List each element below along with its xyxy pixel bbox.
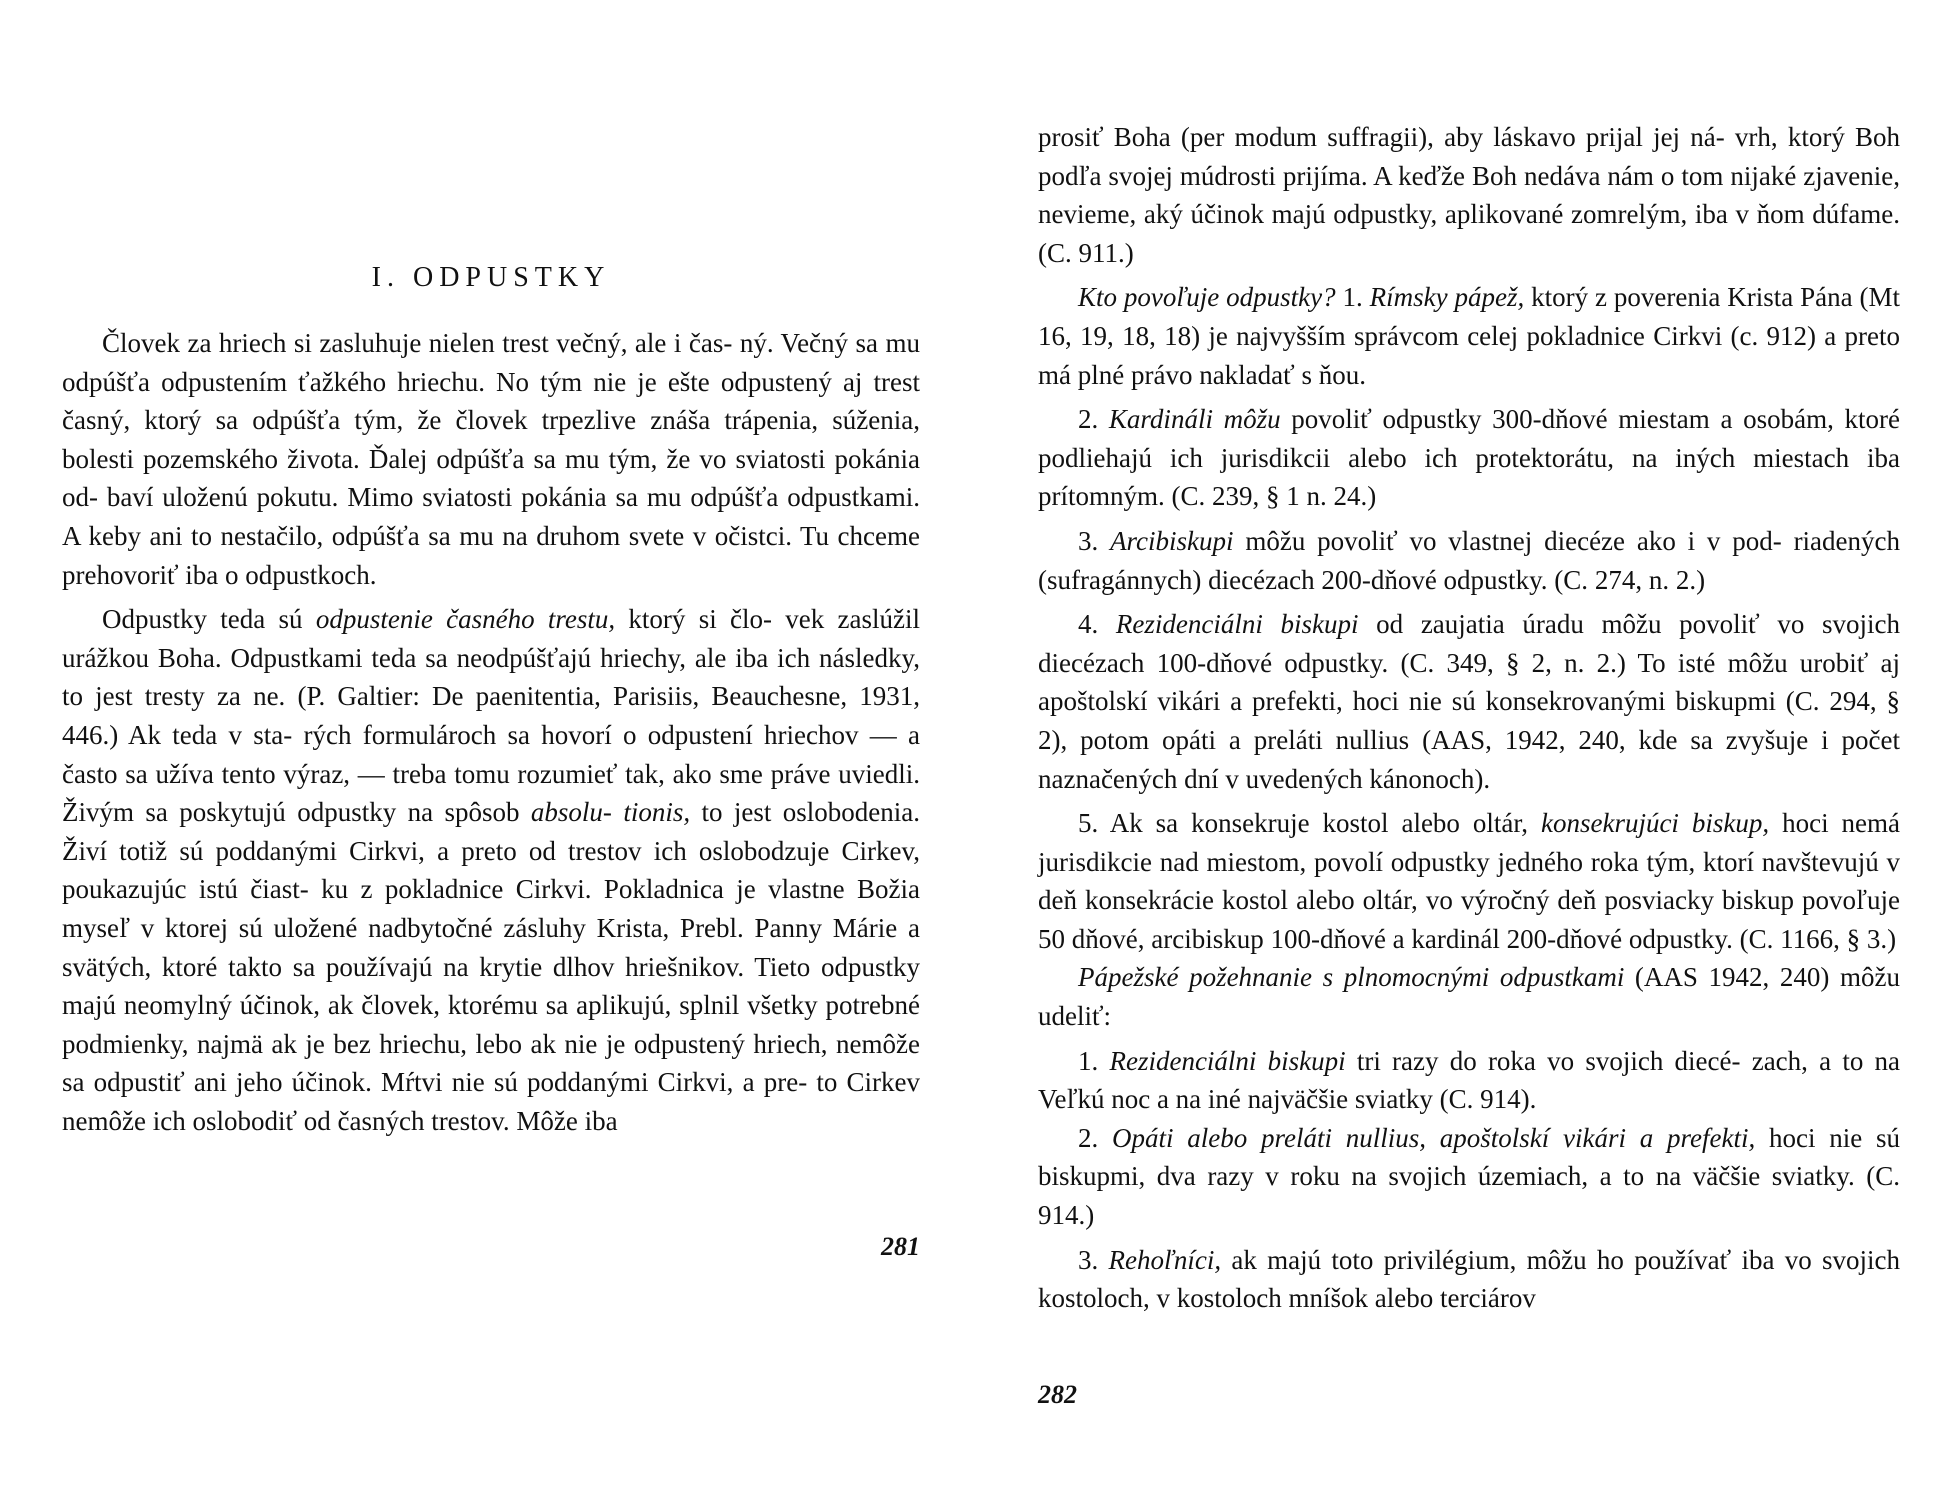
text-line: konsekrovanými biskupmi (C. 294, § 2), potom opáti a preláti [1038, 686, 1901, 755]
emphasis-text: Rímsky pápež, [1369, 282, 1525, 313]
text-line: rých formulároch sa hovorí o odpustení hriechov — a často [62, 719, 920, 789]
text-line: sa užíva tento výraz, — treba tomu rozumieť tak, ako sme [125, 758, 763, 789]
text-line: arcibiskup 100-dňové a kardinál 200-dňové odpustky. (C. 1166, [1151, 923, 1840, 954]
emphasis-text: Kardináli môžu [1108, 404, 1281, 435]
text-line: hriešnikov. Tieto odpustky majú neomylný účinok, ak človek, [62, 951, 920, 1021]
text-line: vrh, ktorý Boh podľa svojej múdrosti prijíma. A keďže Boh [1038, 122, 1901, 191]
text-run: (AAS 1942, [1624, 962, 1770, 993]
page-number-282: 282 [1038, 1380, 1077, 1409]
text-line: Človek za hriech si zasluhuje nielen trest večný, ale i čas- [102, 328, 733, 358]
emphasis-text: Rezidenciálni biskupi [1115, 609, 1359, 640]
text-line: ku z pokladnice Cirkvi. Pokladnica je vlastne Božia myseľ [62, 874, 921, 943]
text-line: ktorému sa aplikujú, splnil všetky potrebné podmienky, najmä [62, 990, 920, 1059]
text-line: svojich diecézach 100-dňové odpustky. (C. 349, § 2, n. 2.) To [1038, 609, 1901, 678]
text-run: 5. Ak sa konsekruje kostol alebo oltár, [1078, 808, 1541, 839]
emphasis-text: absolu- [530, 797, 612, 828]
text-run: 1. [1335, 282, 1370, 313]
text-run: to jest oslobodenia. Živí totiž sú poddanými Cirkvi, a [62, 797, 920, 866]
text-line: prosiť Boha (per modum suffragii), aby láskavo prijal jej ná- [1038, 122, 1725, 152]
item-number: 2. [1078, 404, 1109, 435]
text-line: na iných miestach iba prítomným. (C. 239, § 1 n. 24.) [1038, 442, 1901, 512]
text-line: odpustky, aplikované zomrelým, iba v ňom dúfame. (C. 911.) [1038, 199, 1901, 268]
emphasis-text: Rezidenciálni biskupi [1109, 1045, 1346, 1076]
item-number: 4. [1078, 609, 1116, 640]
item-number: 3. [1078, 525, 1111, 556]
text-run: od zaujatia úradu môžu povoliť vo [1358, 609, 1805, 640]
paragraph-papal-blessing [1038, 958, 1900, 1035]
text-line: zach, a to na Veľkú noc a na iné najväčšie sviatky (C. 914). [1038, 1045, 1901, 1115]
text-run: Odpustky teda sú [102, 604, 316, 635]
text-run: práve uviedli. Živým sa poskytujú odpustky na spôsob [62, 758, 921, 828]
text-line: odpustiť ani jeho účinok. Mŕtvi nie sú poddanými Cirkvi, a pre- [93, 1067, 808, 1098]
text-line: ný. Večný sa mu odpúšťa odpustením ťažkého hriechu. No [62, 328, 920, 397]
chapter-title: I. ODPUSTKY [371, 262, 611, 293]
text-run: povoliť odpustky 300-dňové miestam a [1280, 404, 1733, 435]
text-line: baví uloženú pokutu. Mimo sviatosti pokánia sa mu odpúšťa [106, 482, 779, 513]
text-line: nedáva nám o tom nijaké zjavenie, nevieme, aký účinok majú [1038, 160, 1900, 230]
paragraph-bishops [1038, 605, 1900, 798]
text-line: to Cirkev nemôže ich oslobodiť od časných trestov. Môže iba [62, 1067, 921, 1136]
emphasis-text: Opáti alebo preláti nullius, apoštolskí vikári a prefekti, [1112, 1122, 1756, 1153]
text-line: hoci nie sú biskupmi, dva razy v roku na svojich územiach, [1038, 1122, 1901, 1192]
paragraph-consecration [1038, 804, 1900, 958]
left-page-text [62, 324, 920, 1140]
paragraph-definition [62, 600, 920, 1140]
text-line: iba vo svojich kostoloch, v kostoloch mníšok alebo terciárov [1038, 1244, 1901, 1314]
text-line: života. Ďalej odpúšťa sa mu tým, že vo sviatosti pokánia od- [62, 443, 920, 513]
text-run: ktorý si člo- [615, 604, 772, 635]
emphasis-text: Kto povoľuje odpustky? [1078, 282, 1336, 313]
paragraph-intro [62, 324, 920, 594]
paragraph-archbishops [1038, 522, 1900, 599]
emphasis-text: Pápežské požehnanie s plnomocnými odpustkami [1078, 962, 1625, 993]
text-line: Márie a svätých, ktoré takto sa používajú na krytie dlhov [62, 912, 920, 982]
text-run: tri razy do roka vo svojich diecé- [1345, 1045, 1741, 1076]
text-line: dní v uvedených kánonoch). [1184, 763, 1491, 794]
item-number: 2. [1078, 1122, 1113, 1153]
page-number-281: 281 [881, 1232, 920, 1261]
item-number: 3. [1078, 1244, 1109, 1275]
text-line: že človek trpezlive znáša trápenia, súženia, bolesti pozemského [62, 405, 921, 474]
text-line: odpustkami. A keby ani to nestačilo, odpúšťa sa mu na druhom [62, 482, 920, 551]
paragraph-blessing-bishops [1038, 1042, 1900, 1119]
text-line: tým nie je ešte odpustený aj trest časný, ktorý sa odpúšťa tým, [62, 366, 920, 436]
text-line: 240) môžu udeliť: [1038, 962, 1900, 1032]
right-page-text [1038, 118, 1900, 1318]
paragraph-cardinals [1038, 400, 1900, 516]
text-line: Krista Pána (Mt 16, 19, 18, 18) je najvyšším správcom celej [1038, 282, 1901, 351]
text-line: vek zaslúžil urážkou Boha. Odpustkami teda sa neodpúšťajú [62, 604, 921, 673]
text-line: isté môžu urobiť aj apoštolskí vikári a prefekti, hoci nie sú [1038, 647, 1901, 717]
text-line: ak je bez hriechu, lebo ak nie je odpustený hriech, nemôže sa [62, 1028, 920, 1098]
emphasis-text: Arcibiskupi [1110, 525, 1234, 556]
text-line: v ktorej sú uložené nadbytočné zásluhy Krista, Prebl. Panny [140, 912, 823, 943]
text-line: osobám, ktoré podliehajú ich jurisdikcii alebo ich protektorátu, [1038, 404, 1900, 473]
text-line: riadených (sufragánnych) diecézach 200-dňové odpustky. (C. [1038, 525, 1901, 595]
paragraph-who-grants [1038, 278, 1900, 394]
paragraph-continuation [1038, 118, 1900, 272]
text-line: 274, n. 2.) [1594, 564, 1706, 595]
text-line: § 3.) [1846, 923, 1897, 954]
text-line: preto od trestov ich oslobodzuje Cirkev, poukazujúc istú čiast- [62, 835, 920, 905]
paragraph-blessing-abbots [1038, 1119, 1900, 1235]
emphasis-text: konsekrujúci biskup, [1540, 808, 1770, 839]
text-line: hoci nemá jurisdikcie nad miestom, povolí odpustky jedného [1038, 808, 1900, 877]
text-line: De paenitentia, Parisiis, Beauchesne, 1931, 446.) Ak teda v sta- [62, 681, 920, 750]
emphasis-text: Rehoľníci, [1108, 1244, 1222, 1275]
text-line: a to na väčšie sviatky. (C. 914.) [1038, 1161, 1901, 1231]
text-run: ktorý z poverenia [1524, 282, 1721, 313]
text-line: roka tým, ktorí navštevujú v deň konsekrácie kostol alebo [1038, 846, 1901, 916]
text-line: oltár, vo výročný deň posviacky biskup povoľuje 50 dňové, [1038, 885, 1901, 954]
text-line: hriechy, ale iba ich následky, to jest tresty za ne. (P. Galtier: [62, 642, 921, 712]
text-line: nullius (AAS, 1942, 240, kde sa zvyšuje i počet naznačených [1038, 724, 1901, 794]
text-line: s ňou. [1301, 359, 1366, 390]
text-line: svete v očistci. Tu chceme prehovoriť iba o odpustkoch. [62, 520, 920, 590]
item-number: 1. [1078, 1045, 1110, 1076]
emphasis-text: odpustenie časného trestu, [315, 604, 616, 635]
emphasis-text: tionis, [623, 797, 691, 828]
paragraph-blessing-religious [1038, 1241, 1900, 1318]
text-run: môžu povoliť vo vlastnej diecéze ako i v pod- [1233, 525, 1782, 556]
text-run: ak majú toto privilégium, môžu ho používať [1221, 1244, 1732, 1275]
text-line: pokladnice Cirkvi (c. 912) a preto má plné právo nakladať [1038, 320, 1901, 390]
